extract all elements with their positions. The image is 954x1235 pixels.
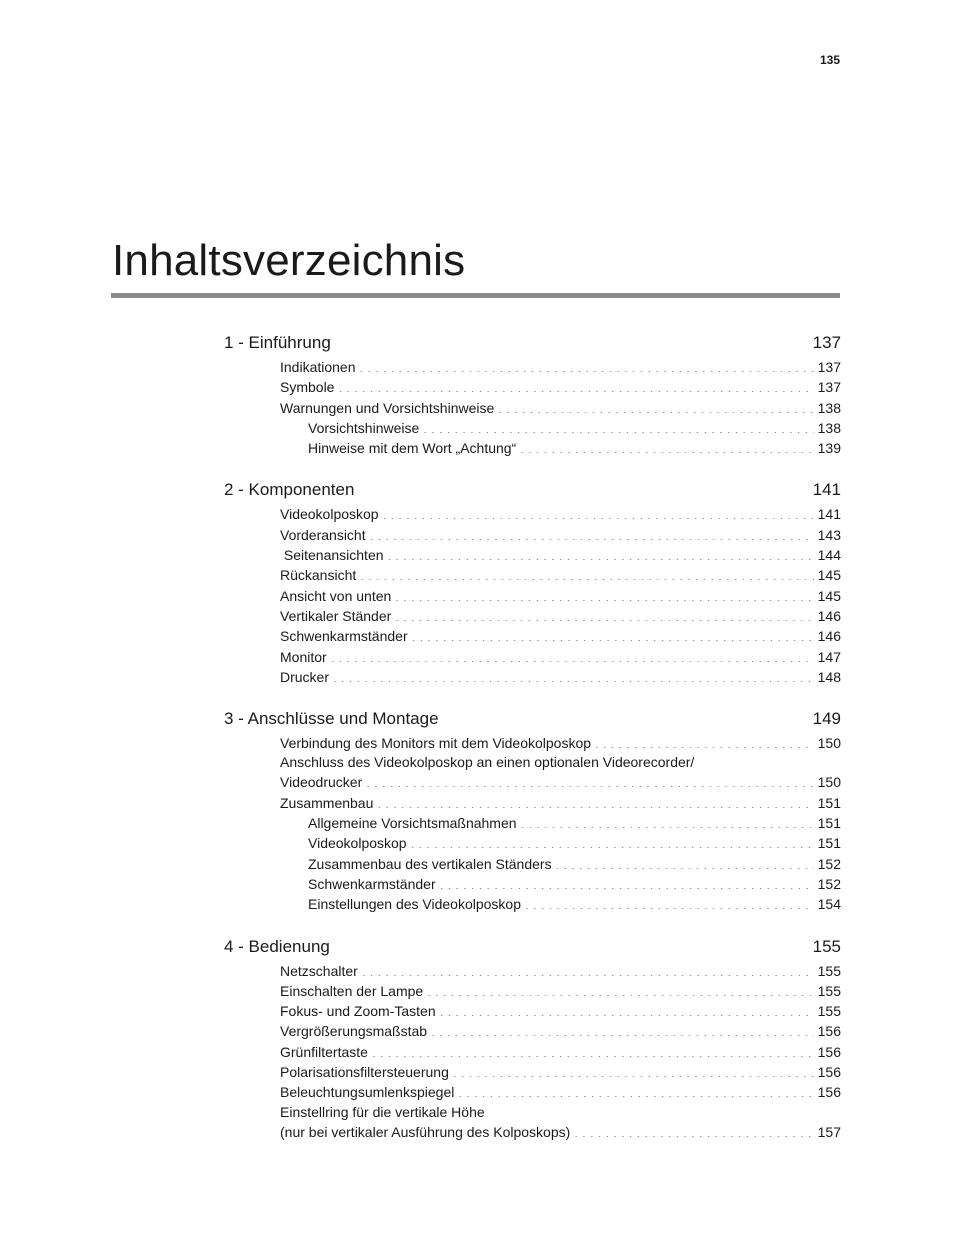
toc-entry-first-line: Einstellring für die vertikale Höhe [280,1103,485,1120]
entry-title: Grünfiltertaste [280,1043,368,1060]
dot-leader [334,378,813,392]
toc-entry[interactable] [280,1122,841,1142]
entry-page: 150 [817,735,841,752]
entry-title: Videodrucker [280,774,363,791]
toc-entry[interactable] [280,398,841,418]
entry-page: 139 [817,440,841,457]
entry-title: Einschalten der Lampe [280,982,424,999]
entry-page: 154 [817,896,841,913]
entry-page: 145 [817,567,841,584]
dot-leader [373,794,813,808]
page-number: 135 [819,53,840,67]
dot-leader [327,648,814,662]
entry-page: 145 [817,587,841,604]
toc-entry[interactable] [280,565,841,585]
entry-page: 155 [817,982,841,999]
entry-title: Netzschalter [280,962,358,979]
entry-page: 138 [817,399,841,416]
chapter-heading[interactable] [224,932,841,961]
chapter-3 [224,704,841,914]
chapter-title: 4 - Bedienung [224,936,330,956]
toc-entry-first-line: Anschluss des Videokolposkop an einen optionalen Videorecorder/ [280,754,695,771]
chapter-page: 141 [812,480,841,500]
toc-entry[interactable] [280,1001,841,1021]
chapter-heading[interactable] [224,328,841,357]
entry-title: Vergrößerungsmaßstab [280,1023,428,1040]
dot-leader [423,982,813,996]
toc-entry[interactable] [280,733,841,753]
entry-title: (nur bei vertikaler Ausführung des Kolposkops) [280,1123,571,1140]
toc-subentry[interactable] [308,874,841,894]
dot-leader [391,607,813,621]
dot-leader [384,546,814,560]
entry-title: Polarisationsfiltersteuerung [280,1064,449,1081]
toc-entry[interactable] [280,606,841,626]
toc-entry[interactable] [280,626,841,646]
chapter-page: 137 [812,333,841,352]
dot-leader [439,707,809,724]
entry-page: 137 [817,359,841,375]
entry-page: 155 [817,1003,841,1020]
entry-title: Ansicht von unten [280,587,392,604]
entry-title: Allgemeine Vorsichtsmaßnahmen [308,815,517,832]
dot-leader [356,358,814,372]
entry-page: 147 [817,648,841,665]
chapter-heading[interactable] [224,475,841,504]
toc-entry[interactable] [280,377,841,397]
toc-entry[interactable] [280,961,841,981]
dot-leader [379,505,814,519]
entry-title: Vertikaler Ständer [280,607,392,624]
dot-leader [358,962,814,976]
toc-entry[interactable] [280,793,841,813]
entry-title: Monitor [280,648,327,665]
entry-title: Warnungen und Vorsichtshinweise [280,399,495,416]
dot-leader [419,419,813,433]
toc-entry[interactable] [280,545,841,565]
dot-leader [591,734,814,748]
dot-leader [356,566,813,580]
dot-leader [494,399,813,413]
entry-page: 151 [817,794,841,811]
dot-leader [407,834,814,848]
entry-title: Rückansicht [280,567,357,584]
chapter-page: 149 [812,709,841,729]
entry-page: 138 [817,419,841,436]
entry-page: 148 [817,668,841,685]
entry-title: Zusammenbau [280,794,374,811]
entry-page: 137 [817,379,841,396]
entry-page: 151 [817,815,841,832]
toc-entry[interactable] [280,667,841,687]
entry-page: 141 [817,506,841,523]
entry-title: Videokolposkop [308,835,407,852]
dot-leader [552,855,814,869]
entry-title: Seitenansichten [280,547,384,564]
chapter-1 [224,328,841,458]
dot-leader [366,526,814,540]
toc-entry[interactable] [280,647,841,667]
toc-subentry[interactable] [308,894,841,914]
dot-leader [436,1002,814,1016]
entry-page: 156 [817,1084,841,1101]
chapter-title: 2 - Komponenten [224,480,355,500]
toc-subentry[interactable] [308,438,841,458]
entry-page: 152 [817,855,841,872]
entry-page: 156 [817,1064,841,1081]
entry-title: Videokolposkop [280,506,379,523]
toc-entry[interactable] [280,586,841,606]
toc-entry[interactable] [280,772,841,792]
entry-page: 152 [817,875,841,892]
toc-subentry[interactable] [308,813,841,833]
entry-title: Einstellungen des Videokolposkop [308,896,522,913]
toc-entry[interactable] [280,1021,841,1041]
dot-leader [570,1123,813,1137]
dot-leader [329,668,814,682]
dot-leader [362,773,813,787]
entry-page: 155 [817,962,841,979]
title-rule [111,293,840,298]
dot-leader [436,875,814,889]
chapter-heading[interactable] [224,704,841,733]
entry-page: 151 [817,835,841,852]
dot-leader [454,1083,813,1097]
entry-title: Drucker [280,668,330,685]
dot-leader [427,1022,814,1036]
entry-title: Hinweise mit dem Wort „Achtung“ [308,440,517,457]
entry-title: Zusammenbau des vertikalen Ständers [308,855,552,872]
entry-page: 150 [817,774,841,791]
dot-leader [368,1043,814,1057]
entry-title: Schwenkarmständer [280,628,408,645]
entry-page: 143 [817,526,841,543]
toc-entry[interactable] [280,1062,841,1082]
dot-leader [391,587,813,601]
toc-entry[interactable] [280,357,841,377]
entry-title: Symbole [280,379,335,396]
entry-title: Vorderansicht [280,526,366,543]
dot-leader [449,1063,814,1077]
page-title: Inhaltsverzeichnis [112,236,466,285]
entry-title: Fokus- und Zoom-Tasten [280,1003,436,1020]
entry-page: 157 [817,1123,841,1140]
toc-entry[interactable] [280,1042,841,1062]
toc-entry[interactable] [280,1082,841,1102]
chapter-4 [224,932,841,1142]
entry-page: 146 [817,607,841,624]
chapter-title: 3 - Anschlüsse und Montage [224,709,439,729]
toc-entry[interactable] [280,504,841,524]
table-of-contents [224,328,841,1159]
dot-leader [516,439,813,453]
toc-subentry[interactable] [308,854,841,874]
entry-title: Beleuchtungsumlenkspiegel [280,1084,455,1101]
chapter-page: 155 [812,936,841,956]
entry-page: 156 [817,1043,841,1060]
entry-title: Verbindung des Monitors mit dem Videokolposkop [280,735,592,752]
entry-page: 146 [817,628,841,645]
entry-title: Schwenkarmständer [308,875,436,892]
entry-page: 156 [817,1023,841,1040]
toc-entry[interactable] [280,525,841,545]
toc-subentry[interactable] [308,833,841,853]
dot-leader [408,627,814,641]
toc-subentry[interactable] [308,418,841,438]
entry-title: Vorsichtshinweise [308,419,420,436]
dot-leader [521,895,814,909]
entry-title: Indikationen [280,359,356,375]
dot-leader [354,478,808,495]
dot-leader [330,935,809,952]
dot-leader [517,814,814,828]
chapter-title: 1 - Einführung [224,333,331,352]
toc-entry[interactable] [280,981,841,1001]
chapter-2 [224,475,841,687]
dot-leader [331,331,809,348]
entry-page: 144 [817,547,841,564]
